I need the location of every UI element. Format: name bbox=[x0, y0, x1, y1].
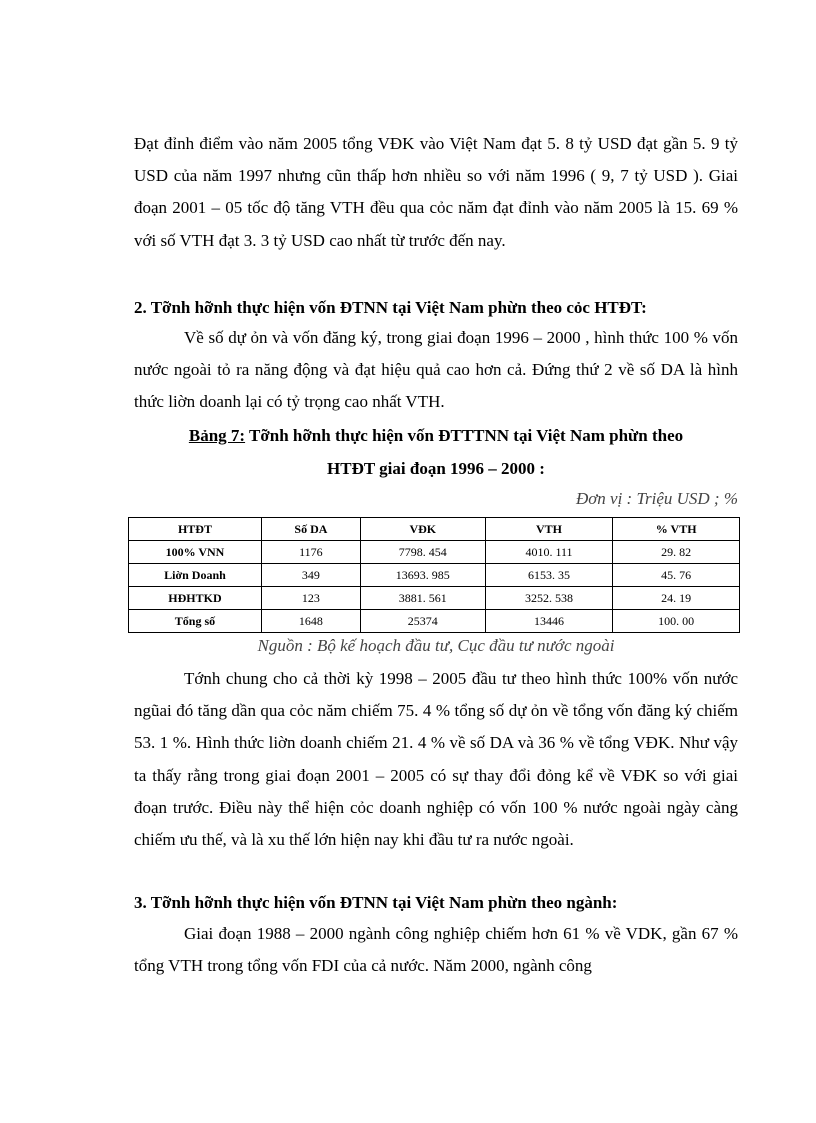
section-heading-3: 3. Tỡnh hỡnh thực hiện vốn ĐTNN tại Việt Nam phừn theo ngành: bbox=[134, 893, 618, 912]
cell-vth: 6153. 35 bbox=[485, 564, 613, 587]
table-caption-block bbox=[134, 419, 738, 485]
cell-vth: 4010. 111 bbox=[485, 541, 613, 564]
paragraph-industry: Giai đoạn 1988 – 2000 ngành công nghiệp chiếm hơn 61 % về VDK, gần 67 % tổng VTH trong tổng vốn FDI của cả nước. Năm 2000, ngành công bbox=[134, 924, 738, 976]
header-pct-vth: % VTH bbox=[613, 518, 740, 541]
cell-so-da: 123 bbox=[261, 587, 360, 610]
section-heading-2: 2. Tỡnh hỡnh thực hiện vốn ĐTNN tại Việt Nam phừn theo cỏc HTĐT: bbox=[134, 298, 647, 317]
heading-3-block bbox=[134, 887, 738, 919]
cell-vth: 13446 bbox=[485, 610, 613, 633]
paragraph-fdi-2005: Đạt đỉnh điểm vào năm 2005 tổng VĐK vào Việt Nam đạt 5. 8 tỷ USD đạt gần 5. 9 tỷ USD của năm 1997 nhưng cũn thấp hơn nhiều so với năm 1996 ( 9, 7 tỷ USD ). Giai đoạn 2001 – 05 tốc độ tăng VTH đều qua cỏc năm đạt đỉnh vào năm 2005 là 15. 69 % với số VTH đạt 3. 3 tỷ USD cao nhất từ trước đến nay. bbox=[134, 134, 738, 250]
table-block bbox=[134, 517, 738, 633]
table-row-total bbox=[129, 610, 740, 633]
header-htdt: HTĐT bbox=[129, 518, 262, 541]
header-vth: VTH bbox=[485, 518, 613, 541]
cell-so-da: 349 bbox=[261, 564, 360, 587]
table-source: Nguồn : Bộ kế hoạch đầu tư, Cục đầu tư nước ngoài bbox=[257, 636, 615, 655]
table-caption-label: Bảng 7: bbox=[188, 426, 246, 445]
cell-vdk: 13693. 985 bbox=[360, 564, 485, 587]
cell-so-da: 1648 bbox=[261, 610, 360, 633]
table-row bbox=[129, 541, 740, 564]
table-row bbox=[129, 564, 740, 587]
cell-vdk: 7798. 454 bbox=[360, 541, 485, 564]
cell-pct-vth: 24. 19 bbox=[613, 587, 740, 610]
table-caption-line1 bbox=[134, 419, 738, 452]
paragraph-1-block bbox=[134, 128, 738, 257]
header-vdk: VĐK bbox=[360, 518, 485, 541]
cell-vdk: 25374 bbox=[360, 610, 485, 633]
row-label: Liờn Doanh bbox=[129, 564, 262, 587]
table-unit: Đơn vị : Triệu USD ; % bbox=[575, 489, 738, 508]
heading-2-block bbox=[134, 292, 738, 324]
table-row bbox=[129, 587, 740, 610]
paragraph-forms-investment: Về số dự ỏn và vốn đăng ký, trong giai đoạn 1996 – 2000 , hình thức 100 % vốn nước ngoài tỏ ra năng động và đạt hiệu quả cao hơn cả. Đứng thứ 2 về số DA là hình thức liờn doanh lại có tỷ trọng cao nhất VTH. bbox=[134, 328, 738, 412]
cell-pct-vth: 29. 82 bbox=[613, 541, 740, 564]
cell-vdk: 3881. 561 bbox=[360, 587, 485, 610]
paragraph-1998-2005: Tớnh chung cho cả thời kỳ 1998 – 2005 đầu tư theo hình thức 100% vốn nước ngũai đó tăng dần qua cỏc năm chiếm 75. 4 % tổng số dự ỏn về tổng vốn đăng ký chiếm 53. 1 %. Hình thức liờn doanh chiếm 21. 4 % về số DA và 36 % về tổng VĐK. Như vậy ta thấy rằng trong giai đoạn 2001 – 2005 có sự thay đổi đỏng kể về VĐK so với giai đoạn trước. Điều này thể hiện cỏc doanh nghiệp có vốn 100 % nước ngoài ngày càng chiếm ưu thế, và là xu thế lớn hiện nay khi đầu tư ra nước ngoài. bbox=[134, 669, 738, 850]
header-so-da: Số DA bbox=[261, 518, 360, 541]
cell-vth: 3252. 538 bbox=[485, 587, 613, 610]
cell-pct-vth: 100. 00 bbox=[613, 610, 740, 633]
paragraph-4-block bbox=[134, 918, 738, 982]
table-source-block bbox=[134, 634, 738, 658]
paragraph-2-block bbox=[134, 322, 738, 419]
table-caption-line2: HTĐT giai đoạn 1996 – 2000 : bbox=[327, 459, 545, 478]
table-unit-block bbox=[134, 487, 738, 511]
row-label: 100% VNN bbox=[129, 541, 262, 564]
row-label: HĐHTKD bbox=[129, 587, 262, 610]
cell-pct-vth: 45. 76 bbox=[613, 564, 740, 587]
cell-so-da: 1176 bbox=[261, 541, 360, 564]
table-header-row bbox=[129, 518, 740, 541]
row-label: Tổng số bbox=[129, 610, 262, 633]
paragraph-3-block bbox=[134, 663, 738, 856]
table-caption-title: Tỡnh hỡnh thực hiện vốn ĐTTTNN tại Việt Nam phừn theo bbox=[245, 426, 684, 445]
investment-form-table bbox=[128, 517, 740, 633]
